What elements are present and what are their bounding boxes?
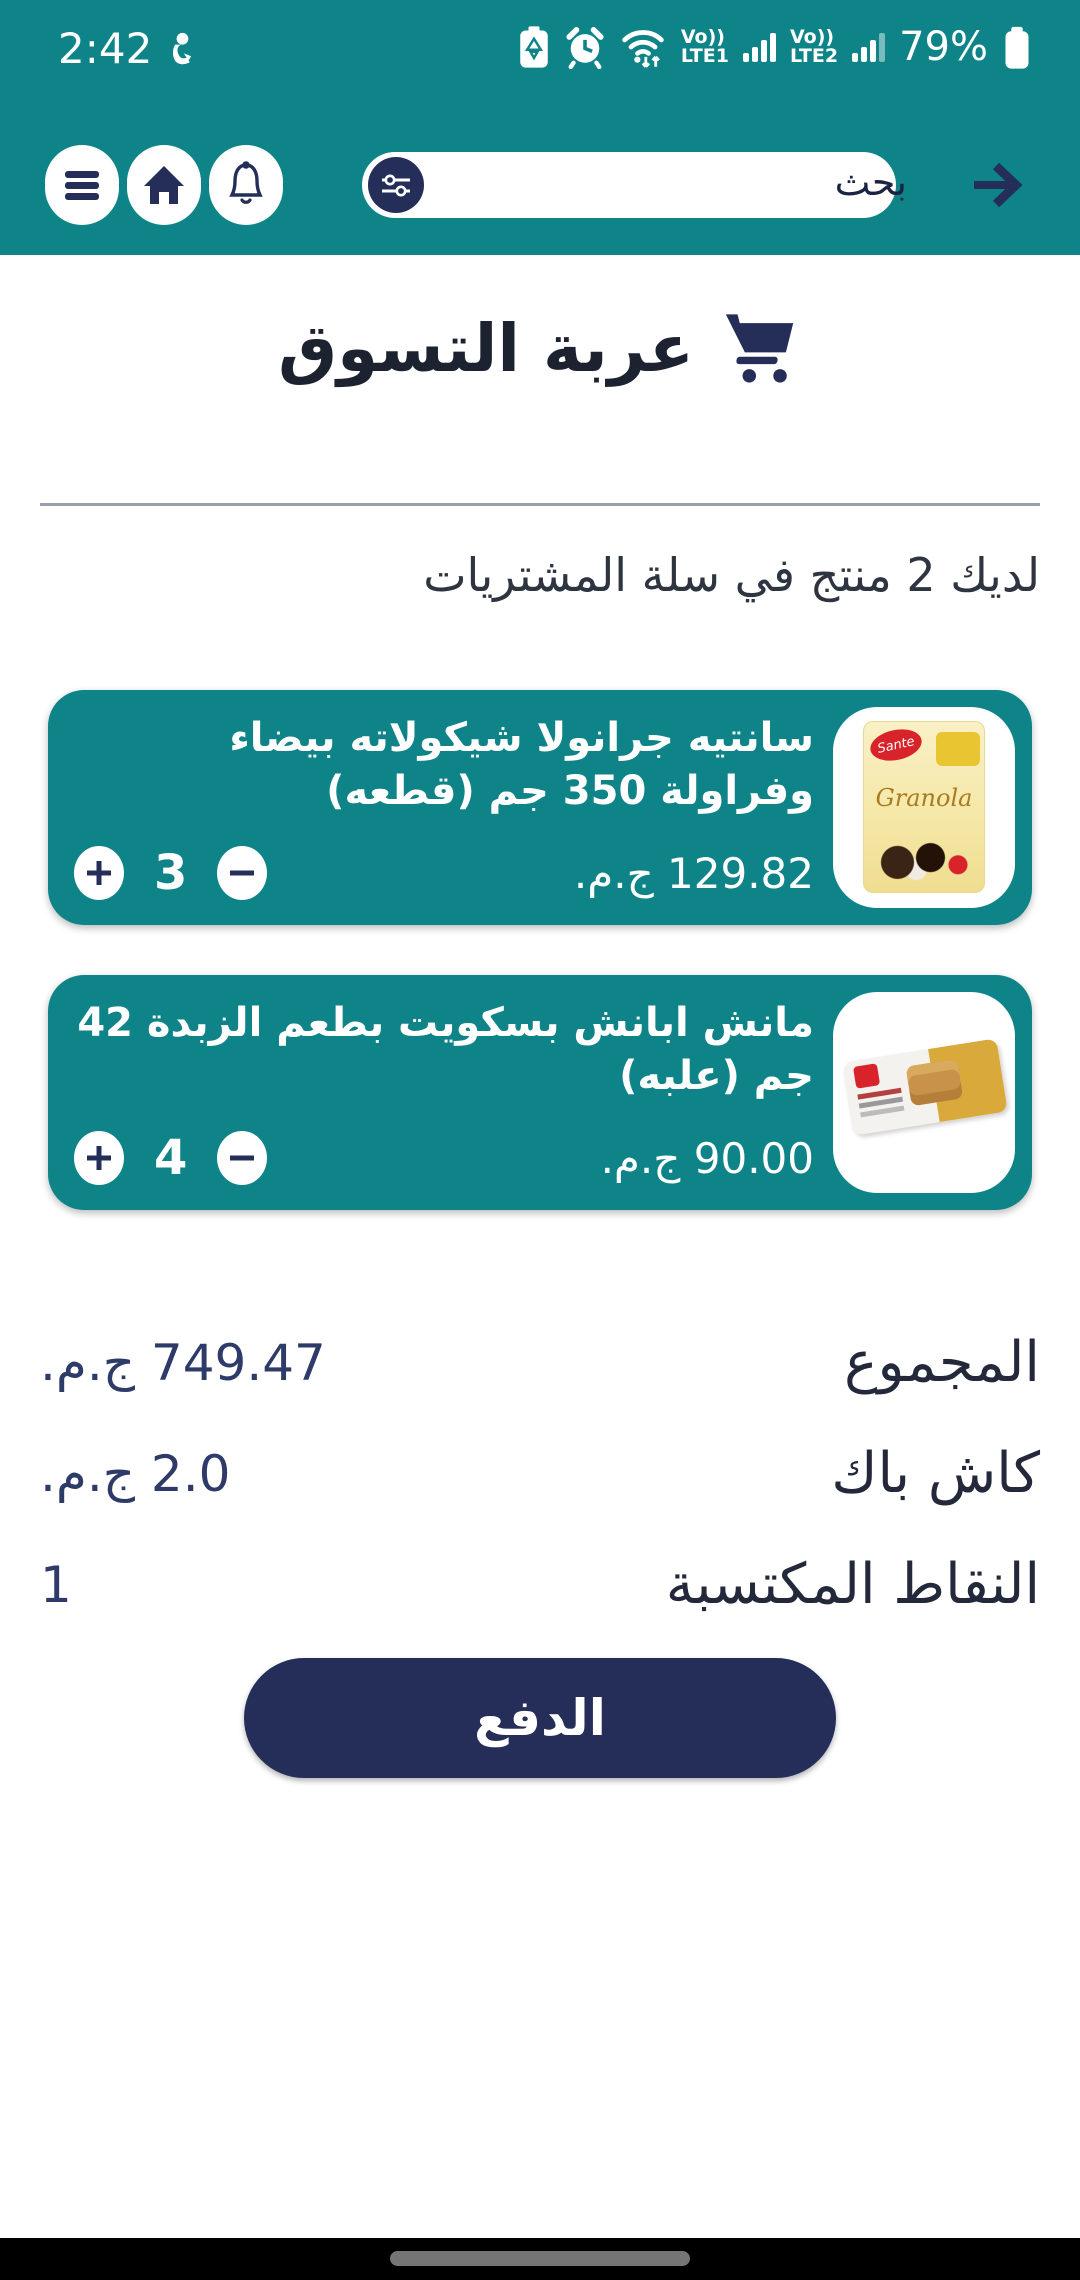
summary-points-row — [40, 1552, 1040, 1617]
biscuit-pack-art — [842, 1038, 1008, 1135]
home-indicator[interactable] — [390, 2251, 690, 2266]
search-bar — [362, 152, 896, 218]
decrease-quantity-button[interactable] — [217, 1131, 267, 1185]
brand-logo: Sante — [867, 725, 924, 765]
minus-icon — [227, 858, 257, 888]
hamburger-icon — [62, 168, 102, 202]
total-label: المجموع — [844, 1330, 1040, 1395]
brand-logo — [853, 1063, 880, 1088]
battery-percent: 79% — [899, 24, 988, 70]
notifications-button[interactable] — [209, 145, 283, 225]
checkout-button[interactable]: الدفع — [244, 1658, 836, 1778]
card-bottom-row — [74, 845, 814, 901]
product-price: 90.00 ج.م. — [600, 1133, 814, 1183]
search-input[interactable] — [424, 155, 929, 215]
toolbar — [0, 145, 1080, 225]
bag-granola-art — [870, 836, 980, 884]
total-value: 749.47 ج.م. — [40, 1333, 326, 1392]
summary-total-row — [40, 1330, 1040, 1395]
forward-arrow-button[interactable] — [968, 151, 1038, 219]
decrease-quantity-button[interactable] — [217, 846, 267, 900]
product-name: سانتيه جرانولا شيكولاته بيضاء وفراولة 350 جم (قطعه) — [229, 715, 814, 814]
volte1-label: Vo)) LTE1 — [680, 26, 729, 67]
summary-cashback-row — [40, 1441, 1040, 1506]
signal2-icon — [852, 32, 885, 62]
pack-text-lines — [857, 1088, 901, 1100]
product-name: مانش ابانش بسكويت بطعم الزبدة 42 جم (علبه) — [77, 1000, 814, 1099]
minus-icon — [227, 1143, 257, 1173]
home-icon — [142, 164, 186, 206]
quantity-controls — [74, 845, 267, 901]
gesture-nav-bar — [0, 2238, 1080, 2280]
filter-button[interactable] — [368, 157, 424, 213]
menu-button[interactable] — [45, 145, 119, 225]
cashback-value: 2.0 ج.م. — [40, 1444, 231, 1503]
increase-quantity-button[interactable] — [74, 846, 124, 900]
quantity-value: 4 — [154, 1130, 188, 1186]
points-label: النقاط المكتسبة — [665, 1552, 1040, 1617]
status-bar — [0, 18, 1080, 78]
battery-saver-icon — [517, 25, 551, 69]
assistant-person-icon — [166, 30, 196, 68]
card-bottom-row — [74, 1130, 814, 1186]
points-value: 1 — [40, 1555, 72, 1614]
battery-icon — [1002, 24, 1032, 70]
product-image — [833, 992, 1015, 1193]
biscuit-art — [906, 1059, 964, 1107]
wifi-icon — [619, 25, 667, 69]
page-title-row — [0, 308, 1080, 388]
cart-icon — [720, 308, 802, 388]
bag-script-label: Granola — [875, 784, 973, 812]
arrow-right-icon — [968, 158, 1038, 212]
increase-quantity-button[interactable] — [74, 1131, 124, 1185]
volte2-label: Vo)) LTE2 — [789, 26, 839, 67]
bag-badge — [936, 732, 980, 766]
cart-item-card[interactable] — [48, 975, 1032, 1210]
plus-icon — [84, 858, 114, 888]
signal1-icon — [743, 32, 776, 62]
order-summary — [40, 1330, 1040, 1663]
cashback-label: كاش باك — [831, 1441, 1040, 1506]
quantity-value: 3 — [154, 845, 188, 901]
home-button[interactable] — [127, 145, 201, 225]
product-image — [833, 707, 1015, 908]
divider — [40, 503, 1040, 506]
product-price: 129.82 ج.م. — [573, 848, 814, 898]
sliders-icon — [379, 170, 413, 200]
page-title: عربة التسوق — [278, 309, 694, 387]
bell-icon — [226, 161, 266, 209]
status-time: 2:42 — [58, 24, 153, 73]
granola-bag-art — [863, 721, 985, 893]
alarm-icon — [565, 25, 605, 69]
header — [0, 0, 1080, 255]
cart-item-card[interactable] — [48, 690, 1032, 925]
cart-items-message: لديك 2 منتج في سلة المشتريات — [423, 548, 1040, 602]
quantity-controls — [74, 1130, 267, 1186]
plus-icon — [84, 1143, 114, 1173]
